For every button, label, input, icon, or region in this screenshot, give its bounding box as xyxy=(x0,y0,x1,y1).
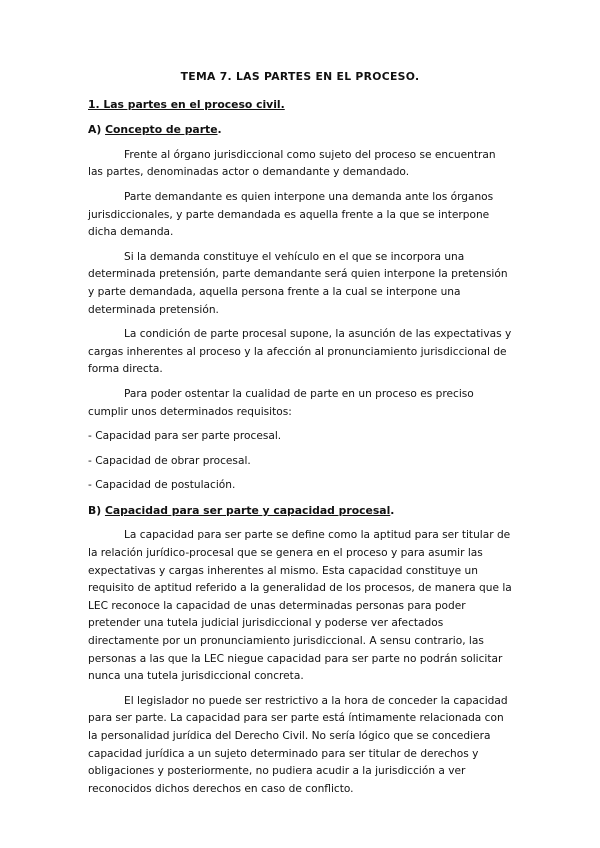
section-heading-1: 1. Las partes en el proceso civil. xyxy=(88,97,285,111)
paragraph: Parte demandante es quien interpone una demanda ante los órganos jurisdiccionales, y parte demandada es aquella frente a la que se interpone dicha demanda. xyxy=(88,190,494,239)
requirement-item: - Capacidad de obrar procesal. xyxy=(88,454,251,467)
subsection-heading-a xyxy=(88,121,512,139)
subsection-b-title: Capacidad para ser parte y capacidad procesal xyxy=(104,503,391,517)
subsection-b-label: B) xyxy=(88,503,105,517)
paragraph: La capacidad para ser parte se define como la aptitud para ser titular de la relación jurídico-procesal que se genera en el proceso y para asumir las expectativas y cargas inherentes al mismo. Esta capacidad constituye un requisito de aptitud referido a la generalidad de los procesos, de manera que la LEC reconoce la capacidad de unas determinadas personas para poder pretender una tutela judicial jurisdiccional y poderse ver afectados directamente por un pronunciamiento jurisdiccional. A sensu contrario, las personas a las que la LEC niegue capacidad para ser parte no podrán solicitar nunca una tutela jurisdiccional concreta. xyxy=(88,529,512,683)
requirement-item: - Capacidad de postulación. xyxy=(88,479,236,492)
subsection-b-end: . xyxy=(390,503,395,517)
paragraph: Frente al órgano jurisdiccional como sujeto del proceso se encuentran las partes, denominadas actor o demandante y demandado. xyxy=(88,148,496,179)
subsection-heading-b xyxy=(88,502,512,520)
paragraph: La condición de parte procesal supone, la asunción de las expectativas y cargas inherentes al proceso y la afección al pronunciamiento jurisdiccional de forma directa. xyxy=(88,328,512,376)
subsection-a-end: . xyxy=(217,123,222,137)
paragraph: El legislador no puede ser restrictivo a la hora de conceder la capacidad para ser parte. La capacidad para ser parte está íntimamente relacionada con la personalidad jurídica del Derecho Civil. No sería lógico que se concediera capacidad jurídica a un sujeto determinado para ser titular de derechos y obligaciones y posteriormente, no pudiera acudir a la jurisdicción a ver reconocidos dichos derechos en caso de conflicto. xyxy=(88,694,508,795)
subsection-a-label: A) xyxy=(88,123,106,137)
paragraph: Para poder ostentar la cualidad de parte en un proceso es preciso cumplir unos determinados requisitos: xyxy=(88,387,474,418)
requirement-item: - Capacidad para ser parte procesal. xyxy=(88,430,282,443)
page-title: TEMA 7. LAS PARTES EN EL PROCESO. xyxy=(180,70,420,83)
subsection-a-title: Concepto de parte xyxy=(105,123,218,137)
paragraph: Si la demanda constituye el vehículo en el que se incorpora una determinada pretensión, parte demandante será quien interpone la pretensión y parte demandada, aquella persona frente a la cual se interpone una determinada pretensión. xyxy=(88,250,508,316)
